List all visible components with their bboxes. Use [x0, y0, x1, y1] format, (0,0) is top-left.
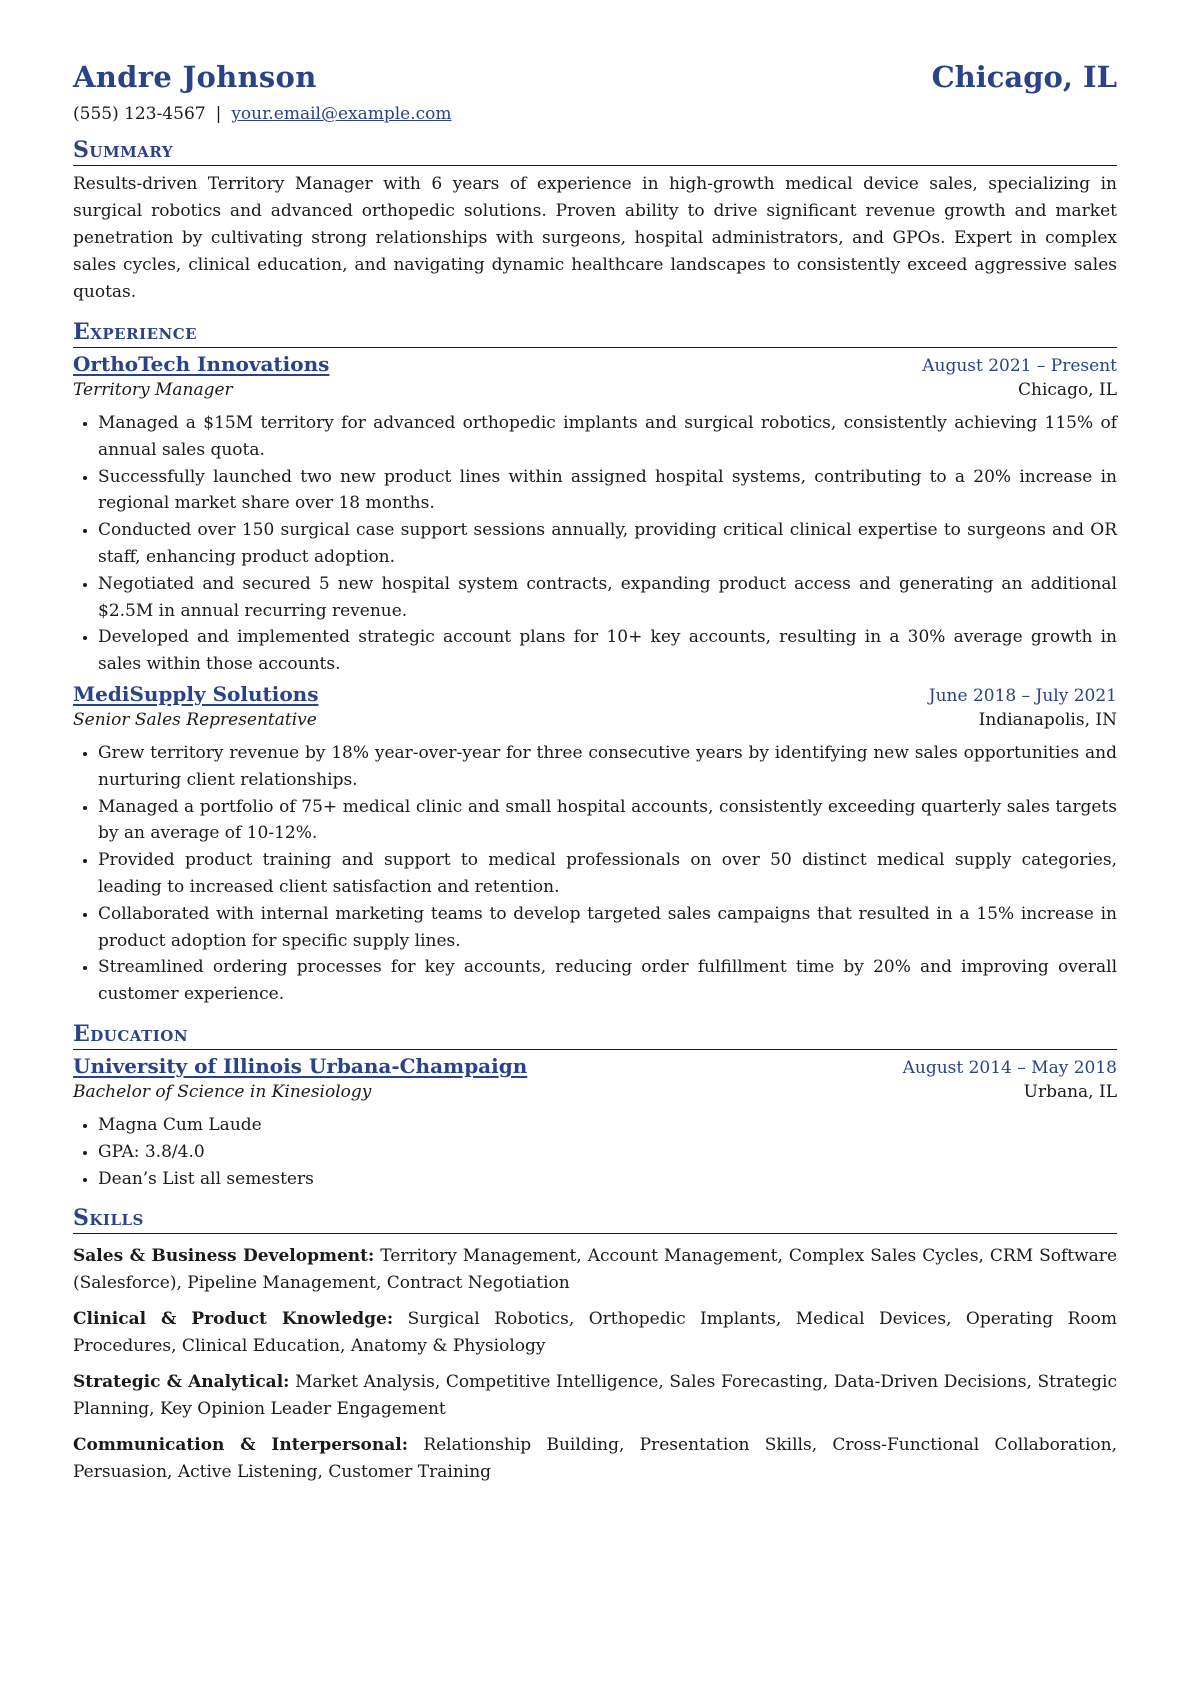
honor-item: • GPA: 3.8/4.0 — [98, 1139, 1117, 1166]
job-title: Senior Sales Representative — [73, 709, 317, 730]
school-location: Urbana, IL — [1023, 1081, 1117, 1102]
skill-group-label: Strategic & Analytical: — [73, 1372, 290, 1393]
achievement-item: • Developed and implemented strategic account plans for 10+ key accounts, resulting in a 30% average growth in sales within those accounts. — [98, 624, 1117, 678]
education-entry — [73, 1054, 1117, 1192]
candidate-name: Andre Johnson — [73, 60, 317, 94]
entry-header — [73, 352, 1117, 376]
education-dates: August 2014 – May 2018 — [902, 1057, 1117, 1078]
skill-group — [73, 1243, 1117, 1297]
skill-group-items: Market Analysis, Competitive Intelligence, Sales Forecasting, Data-Driven Decisions, Strategic Planning, Key Opinion Leader Engagement — [73, 1372, 1117, 1420]
skill-group — [73, 1369, 1117, 1423]
candidate-location: Chicago, IL — [931, 60, 1117, 94]
skill-group-items: Territory Management, Account Management, Complex Sales Cycles, CRM Software (Salesforce), Pipeline Management, Contract Negotiation — [73, 1246, 1117, 1294]
achievement-item: • Successfully launched two new product lines within assigned hospital systems, contributing to a 20% increase in regional market share over 18 months. — [98, 464, 1117, 518]
skill-group-items: Relationship Building, Presentation Skills, Cross-Functional Collaboration, Persuasion, Active Listening, Customer Training — [73, 1435, 1118, 1483]
employer-link[interactable]: MediSupply Solutions — [73, 681, 319, 706]
resume-header — [73, 60, 1117, 94]
experience-entry — [73, 682, 1117, 1008]
contact-line — [73, 104, 1117, 124]
achievement-item: • Streamlined ordering processes for key accounts, reducing order fulfillment time by 20% and improving overall customer experience. — [98, 954, 1117, 1008]
job-location: Indianapolis, IN — [978, 709, 1117, 730]
achievement-item: • Provided product training and support to medical professionals on over 50 distinct medical supply categories, leading to increased client satisfaction and retention. — [98, 847, 1117, 901]
entry-header — [73, 682, 1117, 706]
honor-item: • Magna Cum Laude — [98, 1112, 1117, 1139]
skill-group-label: Sales & Business Development: — [73, 1246, 375, 1267]
skill-group-label: Communication & Interpersonal: — [73, 1435, 408, 1456]
email-link[interactable]: your.email@example.com — [231, 104, 452, 124]
honor-item: • Dean’s List all semesters — [98, 1166, 1117, 1193]
employment-dates: August 2021 – Present — [922, 356, 1117, 376]
achievement-item: • Managed a portfolio of 75+ medical clinic and small hospital accounts, consistently exceeding quarterly sales targets by an average of 10-12%. — [98, 794, 1117, 848]
skill-group-label: Clinical & Product Knowledge: — [73, 1309, 394, 1330]
skill-group — [73, 1306, 1117, 1360]
section-title-summary: Summary — [73, 136, 1117, 166]
experience-entry — [73, 352, 1117, 678]
section-title-skills: Skills — [73, 1204, 1117, 1234]
phone-number: (555) 123-4567 — [73, 104, 206, 124]
achievement-item: • Collaborated with internal marketing teams to develop targeted sales campaigns that resulted in a 15% increase in product adoption for specific supply lines. — [98, 901, 1117, 955]
skill-group — [73, 1432, 1117, 1486]
entry-subheader — [73, 710, 1117, 730]
achievement-item: • Grew territory revenue by 18% year-over-year for three consecutive years by identifying new sales opportunities and nurturing client relationships. — [98, 740, 1117, 794]
achievement-item: • Negotiated and secured 5 new hospital system contracts, expanding product access and generating an additional $2.5M in annual recurring revenue. — [98, 571, 1117, 625]
entry-header — [73, 1054, 1117, 1078]
job-title: Territory Manager — [73, 380, 233, 400]
employer-link[interactable]: OrthoTech Innovations — [73, 352, 330, 376]
job-location: Chicago, IL — [1018, 380, 1117, 400]
school-link[interactable]: University of Illinois Urbana-Champaign — [73, 1053, 528, 1078]
achievement-item: • Managed a $15M territory for advanced orthopedic implants and surgical robotics, consistently achieving 115% of annual sales quota. — [98, 410, 1117, 464]
achievement-list — [73, 410, 1117, 678]
summary-text: Results-driven Territory Manager with 6 years of experience in high-growth medical device sales, specializing in surgical robotics and advanced orthopedic solutions. Proven ability to drive significant revenue growth and market penetration by cultivating strong relationships with surgeons, hospital administrators, and GPOs. Expert in complex sales cycles, clinical education, and navigating dynamic healthcare landscapes to consistently exceed aggressive sales quotas. — [73, 174, 1117, 302]
section-title-experience: Experience — [73, 318, 1117, 348]
entry-subheader — [73, 1082, 1117, 1102]
section-title-education: Education — [73, 1020, 1117, 1050]
achievement-list — [73, 740, 1117, 1008]
honors-list — [73, 1112, 1117, 1192]
achievement-item: • Conducted over 150 surgical case support sessions annually, providing critical clinical expertise to surgeons and OR staff, enhancing product adoption. — [98, 517, 1117, 571]
employment-dates: June 2018 – July 2021 — [928, 685, 1117, 706]
entry-subheader — [73, 380, 1117, 400]
skill-group-items: Surgical Robotics, Orthopedic Implants, Medical Devices, Operating Room Procedures, Clinical Education, Anatomy & Physiology — [73, 1309, 1118, 1357]
degree: Bachelor of Science in Kinesiology — [73, 1081, 372, 1102]
contact-separator: | — [215, 104, 222, 124]
